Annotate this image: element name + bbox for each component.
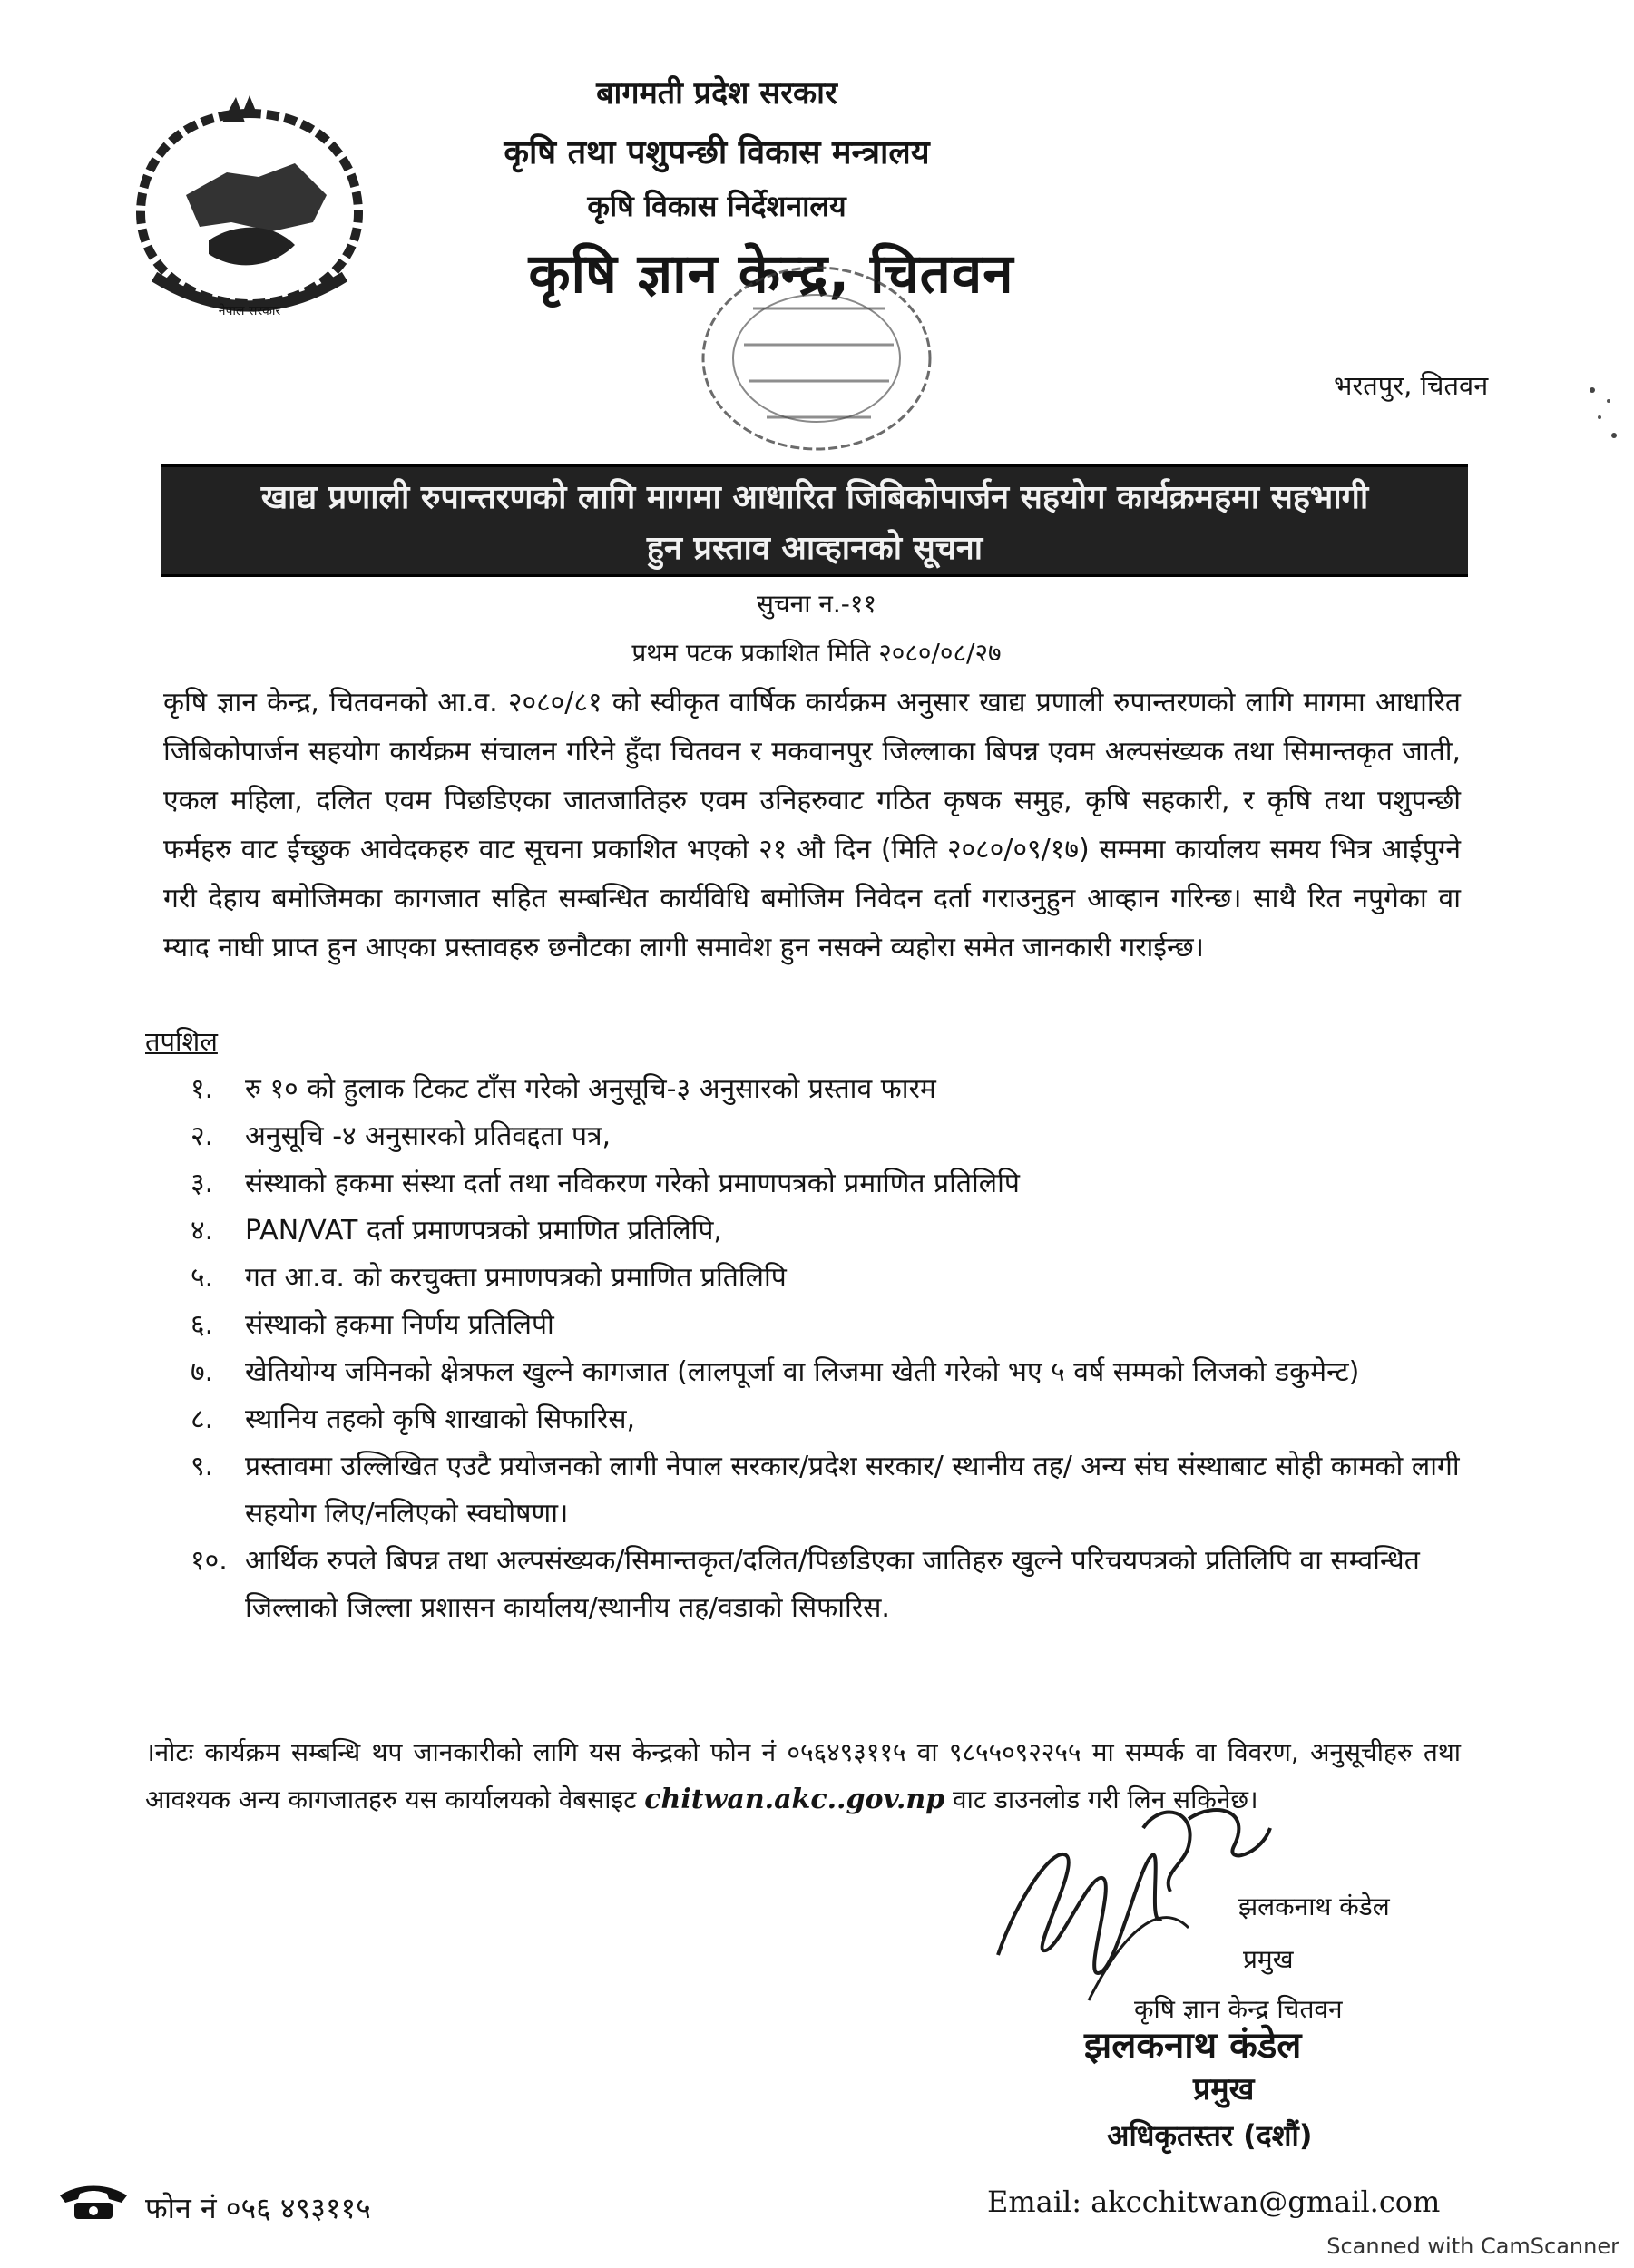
notice-title-banner [161, 464, 1468, 577]
list-item [191, 1207, 1461, 1255]
requirements-heading: तपशिल [145, 1026, 218, 1057]
list-item [191, 1255, 1461, 1302]
nepal-government-emblem-icon [100, 86, 399, 322]
list-item-number: ४. [191, 1215, 214, 1246]
header-ministry: कृषि तथा पशुपन्छी विकास मन्त्रालय [504, 134, 930, 171]
office-phone: फोन नं ०५६ ४९३११५ [145, 2191, 371, 2225]
notice-body-paragraph: कृषि ज्ञान केन्द्र, चितवनको आ.व. २०८०/८१ को स्वीकृत वार्षिक कार्यक्रम अनुसार खाद्य प्रणाली रुपान्तरणको लागि मागमा आधारित जिबिकोपार्जन सहयोग कार्यक्रम संचालन गरिने हुँदा चितवन र मकवानपुर जिल्लाका बिपन्न एवम अल्पसंख्यक तथा सिमान्तकृत जाती, एकल महिला, दलित एवम पिछडिएका जातजातिहरु एवम उनिहरुवाट गठित कृषक समुह, कृषि सहकारी, र कृषि तथा पशुपन्छी फर्महरु वाट ईच्छुक आवेदकहरु वाट सूचना प्रकाशित भएको २१ औ दिन (मिति २०८०/०९/१७) सम्ममा कार्यालय समय भित्र आईपुग्ने गरी देहाय बमोजिमका कागजात सहित सम्बन्धित कार्यविधि बमोजिम निवेदन दर्ता गराउनुहुन आव्हान गरिन्छ। साथै रित नपुगेका वा म्याद नाघी प्राप्त हुन आएका प्रस्तावहरु छनौटका लागी समावेश हुन नसक्ने व्यहोरा समेत जानकारी गराईन्छ। [163, 687, 1461, 963]
list-item [191, 1160, 1461, 1207]
signatory-name: झलकनाथ कंडेल [1238, 1892, 1390, 1921]
stamp-rank: अधिकृतस्तर (दशौं) [1107, 2118, 1313, 2153]
list-item-number: १. [191, 1073, 214, 1105]
website-link[interactable]: chitwan.akc..gov.np [644, 1784, 945, 1815]
list-item-text: संस्थाको हकमा संस्था दर्ता तथा नविकरण गरेको प्रमाणपत्रको प्रमाणित प्रतिलिपि [245, 1168, 1020, 1199]
office-location: भरतपुर, चितवन [1334, 370, 1489, 401]
list-item-text: अनुसूचि -४ अनुसारको प्रतिवद्दता पत्र, [245, 1120, 612, 1152]
list-item-text: रु १० को हुलाक टिकट टाँस गरेको अनुसूचि-३ अनुसारको प्रस्ताव फारम [245, 1073, 936, 1105]
list-item-text: गत आ.व. को करचुक्ता प्रमाणपत्रको प्रमाणित प्रतिलिपि [245, 1262, 787, 1294]
header-directorate: कृषि विकास निर्देशनालय [587, 189, 846, 223]
list-item-text: PAN/VAT दर्ता प्रमाणपत्रको प्रमाणित प्रतिलिपि, [245, 1215, 722, 1246]
list-item [191, 1302, 1461, 1349]
list-item-number: ९. [191, 1451, 214, 1482]
list-item-number: ६. [191, 1309, 214, 1341]
list-item-number: १०. [191, 1545, 228, 1577]
notice-number: सुचना न.-११ [756, 589, 877, 619]
requirements-list [191, 1066, 1461, 1632]
telephone-icon [53, 2185, 134, 2221]
published-date: प्रथम पटक प्रकाशित मिति २०८०/०८/२७ [631, 638, 1002, 668]
list-item-number: ५. [191, 1262, 214, 1294]
signatory-office: कृषि ज्ञान केन्द्र चितवन [1134, 1994, 1343, 2024]
header-province: बागमती प्रदेश सरकार [596, 75, 837, 112]
list-item-number: ७. [191, 1356, 214, 1388]
stamp-name: झलकनाथ कंडेल [1084, 2025, 1302, 2067]
signatory-title: प्रमुख [1243, 1944, 1294, 1974]
office-email[interactable]: Email: akcchitwan@gmail.com [987, 2185, 1441, 2219]
list-item-text: प्रस्तावमा उल्लिखित एउटै प्रयोजनको लागी नेपाल सरकार/प्रदेश सरकार/ स्थानीय तह/ अन्य संघ संस्थाबाट सोही कामको लागी सहयोग लिए/नलिएको स्वघोषणा। [245, 1451, 1460, 1530]
scanner-watermark: Scanned with CamScanner [1326, 2234, 1619, 2259]
emblem-text: नेपाल सरकार [218, 304, 281, 318]
list-item-text: संस्थाको हकमा निर्णय प्रतिलिपी [245, 1309, 554, 1341]
list-item-number: ३. [191, 1168, 214, 1199]
list-item-text: खेतियोग्य जमिनको क्षेत्रफल खुल्ने कागजात (लालपूर्जा वा लिजमा खेती गरेको भए ५ वर्ष सम्मको लिजको डकुमेन्ट) [245, 1356, 1360, 1388]
note-text-end: वाट डाउनलोड गरी लिन सकिनेछ। [953, 1784, 1258, 1814]
note-text: ।नोटः कार्यक्रम सम्बन्धि थप जानकारीको लागि यस केन्द्रको फोन नं ०५६४९३११५ वा ९८५५०९२२५५ मा सम्पर्क वा विवरण, अनुसूचीहरु तथा आवश्यक अन्य कागजातहरु यस कार्यालयको वेबसाइट [145, 1737, 1461, 1814]
list-item [191, 1349, 1461, 1396]
list-item-text: आर्थिक रुपले बिपन्न तथा अल्पसंख्यक/सिमान्तकृत/दलित/पिछडिएका जातिहरु खुल्ने परिचयपत्रको प्रतिलिपि वा सम्वन्धित जिल्लाको जिल्ला प्रशासन कार्यालय/स्थानीय तह/वडाको सिफारिस. [245, 1545, 1420, 1624]
list-item [191, 1443, 1461, 1538]
scan-speck-marks [1583, 381, 1629, 454]
list-item [191, 1113, 1461, 1160]
list-item [191, 1066, 1461, 1113]
list-item [191, 1538, 1461, 1632]
list-item-text: स्थानिय तहको कृषि शाखाको सिफारिस, [245, 1403, 636, 1435]
stamp-title: प्रमुख [1193, 2071, 1255, 2107]
list-item [191, 1396, 1461, 1443]
banner-title-line2: हुन प्रस्ताव आव्हानको सूचना [646, 530, 983, 567]
office-seal-stamp-icon [690, 254, 944, 463]
header-office-title: कृषि ज्ञान केन्द्र, चितवन [528, 242, 1014, 306]
banner-title-line1: खाद्य प्रणाली रुपान्तरणको लागि मागमा आधारित जिबिकोपार्जन सहयोग कार्यक्रमहमा सहभागी [260, 479, 1369, 516]
list-item-number: २. [191, 1120, 214, 1152]
list-item-number: ८. [191, 1403, 214, 1435]
